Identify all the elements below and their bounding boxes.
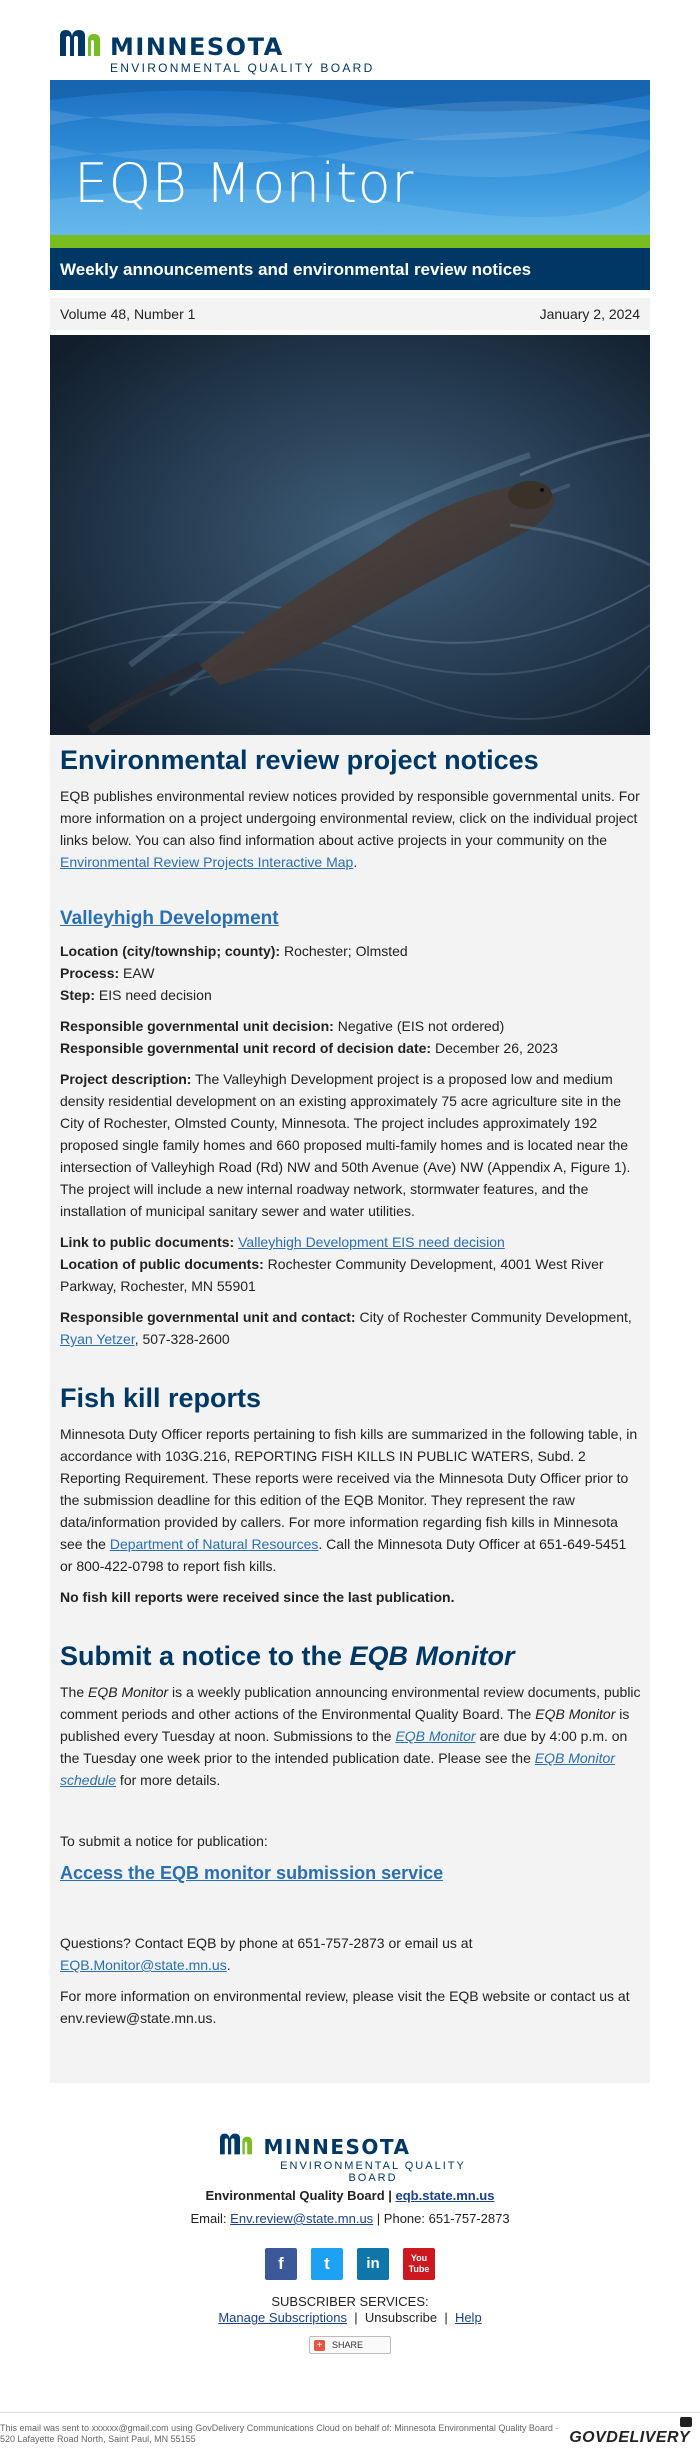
minnesota-m-icon (58, 28, 102, 58)
footer-subtitle: ENVIRONMENTAL QUALITY BOARD (280, 2160, 466, 2184)
share-button[interactable] (309, 2336, 391, 2354)
more-info-text: For more information on environmental review, please visit the EQB website or contact us at env.review@state.mn.us. (60, 1988, 630, 2026)
rgu-date-label: Responsible governmental unit record of decision date: (60, 1040, 432, 1056)
description-value: The Valleyhigh Development project is a proposed low and medium density residential development on an existing approximately 75 acre agriculture site in the City of Rochester, Olmsted County, Minnesota. The project includes approximately 192 proposed single family homes and 660 proposed multi-family homes and is located near the intersection of Valleyhigh Road (Rd) NW and 50th Avenue (Ave) NW (Appendix A, Figure 1). The project will include a new internal roadway network, stormwater features, and the installation of municipal sanitary sewer and water utilities. (60, 1071, 631, 1219)
linkedin-icon[interactable]: in (357, 2248, 389, 2280)
footer-logo[interactable] (218, 2130, 483, 2184)
docs-location-label: Location of public documents: (60, 1256, 264, 1272)
notices-intro (60, 785, 642, 873)
process-label: Process: (60, 965, 120, 981)
contact-name-link[interactable]: Ryan Yetzer (60, 1331, 135, 1347)
fish-kill-none (60, 1586, 642, 1608)
logo-wordmark: MINNESOTA (110, 33, 284, 61)
share-plus-icon: + (314, 2340, 325, 2351)
step-label: Step: (60, 987, 95, 1003)
youtube-icon[interactable]: You Tube (403, 2248, 435, 2280)
footer-wordmark: MINNESOTA (263, 2135, 411, 2159)
submit-p1-b: is a weekly publication announcing environmental review documents, public comment periods and other actions of the Environmental Quality Board. The (60, 1684, 641, 1722)
eqb-monitor-link[interactable] (395, 1728, 475, 1744)
help-link[interactable]: Help (454, 2310, 482, 2325)
submit-heading-text: Submit a notice to the (60, 1641, 350, 1671)
footer-org-line (0, 2188, 700, 2203)
schedule-link-text: EQB Monitor schedule (60, 1750, 615, 1788)
docs-link-label: Link to public documents: (60, 1234, 235, 1250)
banner-title: EQB Monitor (74, 152, 414, 215)
submit-p1-d: are due by 4:00 p.m. on the Tuesday one week prior to the intended publication date. Please see the (60, 1728, 628, 1766)
subscriber-links (0, 2310, 700, 2326)
fish-kill-none-text: No fish kill reports were received since the last publication. (60, 1589, 455, 1605)
share-label: SHARE (332, 2340, 364, 2350)
govdelivery-bubble-icon (680, 2417, 692, 2427)
submit-body (60, 1681, 642, 1791)
eqb-monitor-link-text: EQB Monitor (395, 1728, 476, 1744)
fish-kill-body (60, 1423, 642, 1577)
footer (0, 2130, 700, 2354)
step-value: EIS need decision (95, 987, 212, 1003)
to-submit-text: To submit a notice for publication: (60, 1833, 268, 1849)
govdelivery-logo[interactable]: GOVDELIVERY (569, 2429, 690, 2446)
location-value: Rochester; Olmsted (280, 943, 408, 959)
project-process (60, 962, 642, 984)
dnr-link[interactable]: Department of Natural Resources (109, 1536, 319, 1552)
intro-end: . (353, 854, 358, 870)
subscriber-services (0, 2294, 700, 2326)
submit-p1-a: The (60, 1684, 89, 1700)
rgu-decision (60, 1015, 642, 1037)
footer-contact-line (0, 2211, 700, 2226)
footer-phone: | Phone: 651-757-2873 (373, 2211, 510, 2226)
issue-date: January 2, 2024 (539, 306, 640, 322)
submit-p1-em1: EQB Monitor (88, 1684, 169, 1700)
submit-p1-em2: EQB Monitor (535, 1706, 616, 1722)
process-value: EAW (119, 965, 155, 981)
contact-label: Responsible governmental unit and contact: (60, 1309, 356, 1325)
otter-photo (50, 335, 650, 735)
public-docs-location (60, 1253, 642, 1297)
footer-email-label: Email: (190, 2211, 231, 2226)
eqb-monitor-email-link[interactable]: EQB.Monitor@state.mn.us (60, 1957, 227, 1973)
rgu-decision-value: Negative (EIS not ordered) (333, 1018, 505, 1034)
project-location (60, 940, 642, 962)
project-title-link[interactable]: Valleyhigh Development (60, 908, 279, 929)
env-review-email-link[interactable]: Env.review@state.mn.us (230, 2211, 374, 2226)
location-label: Location (city/township; county): (60, 943, 281, 959)
fish-kill-text: Minnesota Duty Officer reports pertaining to fish kills are summarized in the following table, in accordance with 103G.216, REPORTING FISH KILLS IN PUBLIC WATERS, Subd. 2 Reporting Requirement. These reports were received via the Minnesota Duty Officer prior to the submission deadline for this edition of the EQB Monitor. They represent the raw data/information provided by callers. For more information regarding fish kills in Minnesota see the (60, 1426, 638, 1552)
rgu-decision-label: Responsible governmental unit decision: (60, 1018, 334, 1034)
social-links (265, 2248, 435, 2282)
volume-number: Volume 48, Number 1 (60, 306, 196, 322)
submit-p1-c: is published every Tuesday at noon. Submissions to the (60, 1706, 630, 1744)
docs-location-value: Rochester Community Development, 4001 West River Parkway, Rochester, MN 55901 (60, 1256, 604, 1294)
eqb-website-link[interactable]: eqb.state.mn.us (395, 2188, 495, 2203)
submission-service-link[interactable]: Access the EQB monitor submission service (60, 1863, 444, 1883)
questions-text (60, 1932, 642, 1976)
tagline-bar (50, 248, 650, 290)
contact-phone: , 507-328-2600 (134, 1331, 230, 1347)
banner (50, 80, 650, 235)
unsubscribe-link[interactable]: Unsubscribe (364, 2310, 438, 2325)
twitter-icon[interactable]: t (311, 2248, 343, 2280)
fish-kill-text-end: . Call the Minnesota Duty Officer at 651-649-5451 or 800-422-0798 to report fish kills. (60, 1536, 627, 1574)
questions-end: . (226, 1957, 231, 1973)
submit-p1-e: for more details. (116, 1772, 221, 1788)
questions-text-body: Questions? Contact EQB by phone at 651-757-2873 or email us at (60, 1935, 473, 1951)
rgu-contact (60, 1306, 642, 1350)
manage-subscriptions-link[interactable]: Manage Subscriptions (218, 2310, 347, 2325)
mpca-logo[interactable] (58, 28, 458, 78)
description-label: Project description: (60, 1071, 192, 1087)
intro-text: EQB publishes environmental review notices provided by responsible governmental units. For more information on a project undergoing environmental review, click on the individual project links below. You can also find information about active projects in your community on the (60, 788, 640, 848)
footer-org-text: Environmental Quality Board | (205, 2188, 396, 2203)
project-step (60, 984, 642, 1006)
facebook-icon[interactable]: f (265, 2248, 297, 2280)
interactive-map-link[interactable]: Environmental Review Projects Interactive Map (60, 854, 354, 870)
rgu-decision-date (60, 1037, 642, 1059)
green-accent-bar (50, 235, 650, 248)
logo-subtitle: ENVIRONMENTAL QUALITY BOARD (110, 61, 375, 75)
legal-footer (0, 2412, 700, 2461)
project-description (60, 1068, 642, 1222)
public-docs-link-row (60, 1231, 642, 1253)
submit-heading-em: EQB Monitor (349, 1641, 515, 1671)
tagline: Weekly announcements and environmental review notices (60, 260, 532, 279)
rgu-date-value: December 26, 2023 (431, 1040, 558, 1056)
legal-text: This email was sent to xxxxxx@gmail.com using GovDelivery Communications Cloud on behalf of: Minnesota Environmental Quality Board · 520 Lafayette Road North, Saint Paul, MN 55155 (0, 2423, 559, 2444)
subscriber-title: SUBSCRIBER SERVICES: (271, 2294, 429, 2309)
contact-pre: City of Rochester Community Development, (355, 1309, 632, 1325)
separator: | (444, 2310, 448, 2325)
otter-illustration (50, 335, 650, 735)
main-content (50, 735, 650, 2083)
notices-heading: Environmental review project notices (60, 745, 539, 775)
footer-minnesota-m-icon (218, 2132, 254, 2156)
public-docs-link[interactable]: Valleyhigh Development EIS need decision (238, 1234, 505, 1250)
issue-info (50, 298, 650, 330)
submit-heading (60, 1639, 642, 1673)
fish-kill-heading: Fish kill reports (60, 1383, 262, 1413)
separator: | (354, 2310, 358, 2325)
